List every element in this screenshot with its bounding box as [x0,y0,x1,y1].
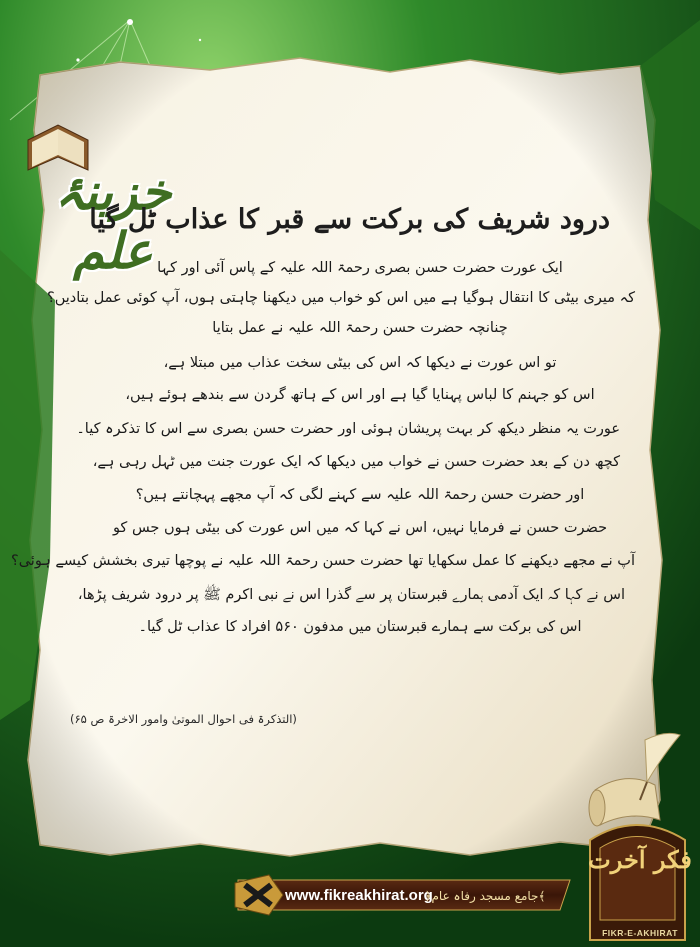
story-line: اور حضرت حسن رحمۃ اللہ علیہ سے کہنے لگی کہ آپ مجھے پہچانتے ہیں؟ [135,487,585,503]
story-line: عورت یہ منظر دیکھ کر بہت پریشان ہوئی اور حضرت حسن بصری سے اس کا تذکرہ کیا۔ [76,421,620,437]
brand-logo-urdu: فکر آخرت [588,845,692,874]
story-line: چنانچہ حضرت حسن رحمۃ اللہ علیہ نے عمل بتایا [212,320,508,336]
khazina-e-ilm-logo: خزینۂ علم [54,162,172,280]
brand-logo-english: FIKR-E-AKHIRAT [602,928,678,938]
story-line: کہ میری بیٹی کا انتقال ہوگیا ہے میں اس کو خواب میں دیکھنا چاہتی ہوں، آپ کوئی عمل بتادیں؟ [47,290,635,306]
website-link[interactable]: www.fikreakhirat.org [285,887,433,904]
story-line: ایک عورت حضرت حسن بصری رحمۃ اللہ علیہ کے پاس آئی اور کہا [157,260,563,276]
story-line: آپ نے مجھے دیکھنے کا عمل سکھایا تھا حضرت حسن رحمۃ اللہ علیہ نے پوچھا تیری بخشش کیسے ہوئی؟ [11,553,635,569]
mosque-name: ﴾جامع مسجد رفاہ عام﴿ [424,889,546,903]
page-title: درود شریف کی برکت سے قبر کا عذاب ٹل گیا [89,204,610,235]
story-line: تو اس عورت نے دیکھا کہ اس کی بیٹی سخت عذاب میں مبتلا ہے، [163,355,557,371]
story-line: اس کی برکت سے ہمارے قبرستان میں مدفون ۵۶۰ افراد کا عذاب ٹل گیا۔ [138,619,582,635]
story-line: اس کو جہنم کا لباس پہنایا گیا ہے اور اس کے ہاتھ گردن سے بندھے ہوئے ہیں، [125,387,595,403]
story-line: اس نے کہا کہ ایک آدمی ہمارے قبرستان پر سے گذرا اس نے نبی اکرم ﷺ پر درود شریف پڑھا، [77,587,625,603]
source-reference: (التذکرۃ فی احوال الموتیٰ وامور الاخرۃ ص ۶۵) [70,712,297,726]
story-line: کچھ دن کے بعد حضرت حسن نے خواب میں دیکھا کہ ایک عورت جنت میں ٹہل رہی ہے، [92,454,620,470]
story-line: حضرت حسن نے فرمایا نہیں، اس نے کہا کہ میں اس عورت کی بیٹی ہوں جس کو [112,520,608,536]
